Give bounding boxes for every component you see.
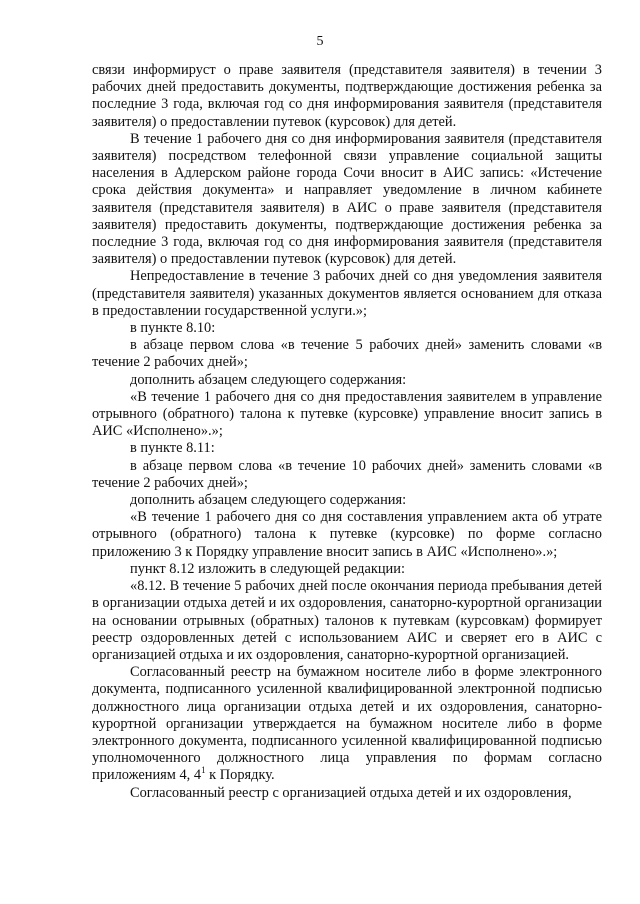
paragraph-2: В течение 1 рабочего дня со дня информирования заявителя (представителя заявителя) посредством телефонной связи управление социальной защиты населения в Адлерском районе города Сочи вносит в АИС запись: «Истечение срока действия документа» и направляет уведомление в личном кабинете заявителя (представителя заявителя) в АИС о праве заявителя (представителя заявителя) предоставить документы, подтверждающие достижения ребенка за последние 3 года, включая год со дня информирования заявителя (представителя заявителя) о предоставлении путевок (курсовок) для детей. (92, 130, 602, 268)
page-number: 5 (316, 34, 324, 49)
paragraph-10: дополнить абзацем следующего содержания: (130, 492, 407, 509)
paragraph-14 (92, 664, 602, 784)
paragraph-14-tail: к Порядку. (205, 767, 275, 784)
paragraph-7: «В течение 1 рабочего дня со дня предоставления заявителем в управление отрывного (обратного) талона к путевке (курсовке) управление вносит запись в АИС «Исполнено».»; (92, 388, 602, 440)
paragraph-11: «В течение 1 рабочего дня со дня составления управлением акта об утрате отрывного (обратного) талона к путевке (курсовке) по форме согласно приложению 3 к Порядку управление вносит запись в АИС «Исполнено».»; (92, 509, 602, 560)
paragraph-14-text: Согласованный реестр на бумажном носителе либо в форме электронного документа, подписанного усиленной квалифицированной электронной подписью должностного лица организации отдыха детей и их оздоровления, санаторно-курортной организации утверждается на бумажном носителе либо в форме электронного документа, подписанного усиленной квалифицированной подписью уполномоченного должностного лица управления по формам согласно приложениям 4, 4 (92, 664, 602, 784)
document-body (92, 62, 602, 802)
superscript-mark: 1 (201, 765, 206, 776)
paragraph-3: Непредоставление в течение 3 рабочих дней со дня уведомления заявителя (представителя заявителя) указанных документов является основанием для отказа в предоставлении государственной услуги.»; (92, 268, 602, 319)
paragraph-13: «8.12. В течение 5 рабочих дней после окончания периода пребывания детей в организации отдыха детей и их оздоровления, санаторно-курортной организации на основании отрывных (обратных) талонов к путевкам (курсовкам) формирует реестр оздоровленных детей с использованием АИС и сверяет его в АИС с организацией отдыха и их оздоровления, санаторно-курортной организацией. (92, 578, 602, 663)
paragraph-5: в абзаце первом слова «в течение 5 рабочих дней» заменить словами «в течение 2 рабочих дней»; (92, 337, 602, 371)
paragraph-1: связи информируст о праве заявителя (представителя заявителя) в течении 3 рабочих дней предоставить документы, подтверждающие достижения ребенка за последние 3 года, включая год со дня информирования заявителя (представителя заявителя) о предоставлении путевок (курсовок) для детей. (92, 62, 602, 130)
paragraph-8: в пункте 8.11: (130, 440, 215, 457)
paragraph-4: в пункте 8.10: (130, 320, 216, 337)
paragraph-12: пункт 8.12 изложить в следующей редакции: (130, 560, 405, 577)
paragraph-6: дополнить абзацем следующего содержания: (130, 371, 407, 388)
paragraph-9: в абзаце первом слова «в течение 10 рабочих дней» заменить словами «в течение 2 рабочих дней»; (92, 457, 602, 491)
paragraph-15: Согласованный реестр с организацией отдыха детей и их оздоровления, (130, 784, 572, 801)
